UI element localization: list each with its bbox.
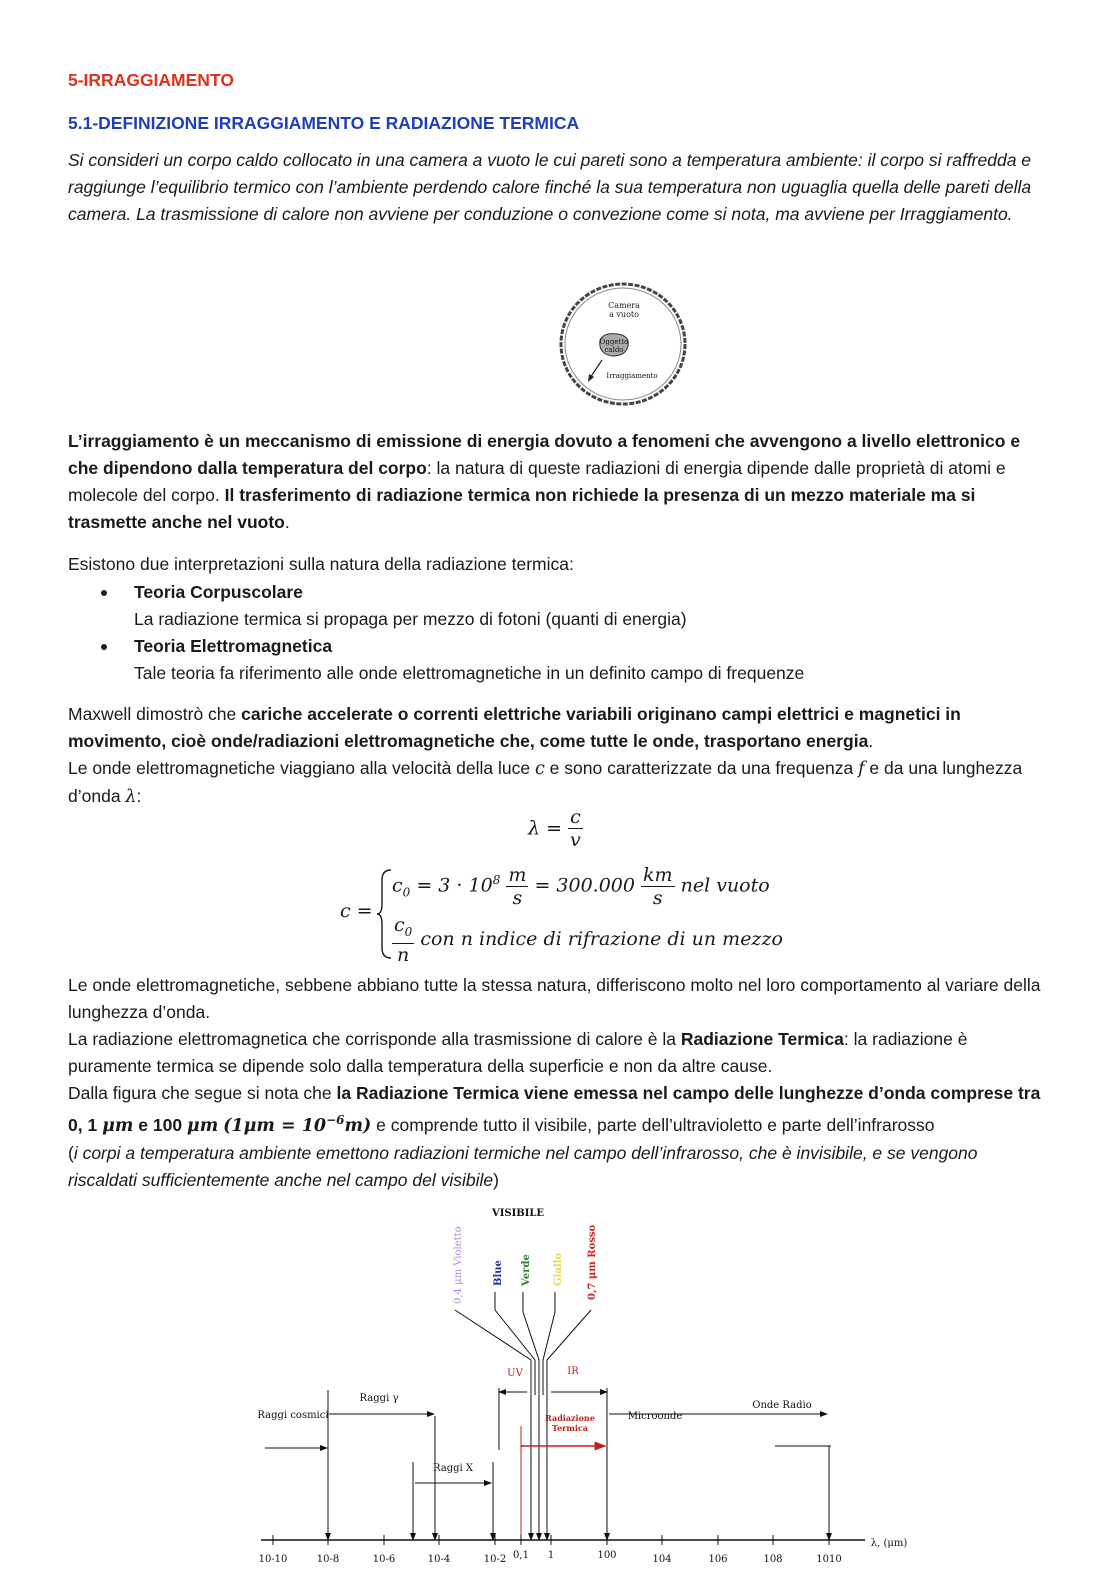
close-paren: ) bbox=[493, 1169, 499, 1190]
eq2-line-2 bbox=[392, 914, 783, 966]
frac-n: n bbox=[397, 943, 410, 966]
uv-label: UV bbox=[507, 1368, 523, 1379]
range-bold-1: la Radiazione Termica viene emessa nel campo delle lunghezze d’onda comprese tra 0, 1 bbox=[68, 1083, 1041, 1135]
eq2-value: = 3 · 10 bbox=[416, 874, 493, 897]
thermal-radiation-paragraph bbox=[68, 1026, 1043, 1080]
tick-label: 1010 bbox=[816, 1554, 842, 1565]
eq1-numerator: c bbox=[570, 806, 581, 828]
range-italic: i corpi a temperatura ambiente emettono radiazioni termiche nel campo dell’infrarosso, che è invisibile, e se vengono riscaldati sufficientemente anche nel campo del visibile bbox=[68, 1142, 978, 1190]
range-unit-2: μm bbox=[186, 1115, 219, 1136]
irraggiamento-bold-1: L’irraggiamento è un meccanismo di emissione di energia dovuto a fenomeni che avvengono a livello elettronico e che dipendono dalla temperatura del corpo bbox=[68, 431, 1021, 478]
rosso-label: 0,7 μm Rosso bbox=[587, 1224, 598, 1300]
theory-title: Teoria Corpuscolare bbox=[134, 582, 303, 602]
oggetto-label: Oggetto bbox=[599, 338, 629, 346]
gamma-label: Raggi γ bbox=[359, 1393, 399, 1404]
tick-label: 10-6 bbox=[372, 1554, 396, 1565]
tick-label: 108 bbox=[763, 1554, 783, 1565]
theory-title: Teoria Elettromagnetica bbox=[134, 636, 333, 656]
irraggiamento-text-2: . bbox=[284, 512, 290, 532]
frac-m: m bbox=[508, 864, 527, 886]
giallo-label: Giallo bbox=[553, 1252, 564, 1286]
eq1-lhs: λ = bbox=[528, 817, 563, 840]
microonde-label: Microonde bbox=[627, 1411, 683, 1422]
tick-label: 104 bbox=[652, 1554, 672, 1565]
tick-label: 106 bbox=[708, 1554, 728, 1565]
vuoto-label: a vuoto bbox=[609, 310, 639, 319]
intro-paragraph: Si consideri un corpo caldo collocato in una camera a vuoto le cui pareti sono a temperatura ambiente: il corpo si raffredda e raggiunge l’equilibrio termico con l’ambiente perdendo calore finché la sua temperatura non uguaglia quella delle pareti della camera. La trasmissione di calore non avviene per conduzione o convezione come si nota, ma avviene per Irraggiamento. bbox=[68, 150, 1032, 224]
range-paragraph bbox=[68, 1080, 1043, 1194]
eq2-frac-kms bbox=[641, 864, 675, 909]
tick-label: 10-4 bbox=[427, 1554, 451, 1565]
micron-unit: m) bbox=[344, 1115, 372, 1136]
bullet-icon bbox=[101, 590, 107, 596]
frequency-text: e sono caratterizzate da una frequenza bbox=[544, 758, 859, 778]
interpretations-intro: Esistono due interpretazioni sulla natura della radiazione termica: bbox=[68, 554, 574, 574]
math-lambda: λ bbox=[125, 787, 137, 807]
maxwell-bold: cariche accelerate o correnti elettriche variabili originano campi elettrici e magnetici in movimento, cioè onde/radiazioni elettromagnetiche che, come tutte le onde, trasportano energia bbox=[68, 704, 961, 751]
indice-rifrazione: con n indice di rifrazione di un mezzo bbox=[420, 927, 783, 950]
range-text-2: e comprende tutto il visibile, parte dell’ultravioletto e parte dell’infrarosso bbox=[371, 1114, 935, 1135]
caldo-label: caldo bbox=[604, 346, 624, 354]
speed-equation bbox=[340, 864, 860, 964]
theory-description: La radiazione termica si propaga per mezzo di fotoni (quanti di energia) bbox=[134, 609, 687, 629]
verde-label: Verde bbox=[521, 1254, 532, 1286]
eq2-frac-ms bbox=[506, 864, 528, 909]
tick-label: 1 bbox=[547, 1550, 555, 1561]
cosmici-label: Raggi cosmici bbox=[257, 1410, 329, 1421]
tick-label: 10-2 bbox=[483, 1554, 507, 1565]
radiazione-label: Radiazione bbox=[545, 1413, 595, 1423]
tick-label: 100 bbox=[597, 1550, 617, 1561]
tick-label: 10-10 bbox=[258, 1554, 288, 1565]
brace-icon bbox=[376, 868, 392, 960]
frac-c0-sub: 0 bbox=[404, 924, 413, 939]
frac-s-2: s bbox=[652, 887, 663, 909]
nel-vuoto: nel vuoto bbox=[680, 874, 770, 897]
micron-definition: (1μm = 10 bbox=[223, 1115, 327, 1136]
bullet-icon bbox=[101, 644, 107, 650]
chapter-heading: 5-IRRAGGIAMENTO bbox=[68, 70, 234, 90]
wavelength-text: e da una lunghezza d’onda bbox=[68, 758, 1023, 806]
behaviour-paragraph: Le onde elettromagnetiche, sebbene abbiano tutte la stessa natura, differiscono molto nel loro comportamento al variare della lunghezza d’onda. bbox=[68, 975, 1041, 1022]
tick-label: 10-8 bbox=[316, 1554, 340, 1565]
ir-label: IR bbox=[567, 1366, 579, 1377]
camera-label: Camera bbox=[608, 301, 640, 310]
blue-label: Blue bbox=[493, 1260, 504, 1286]
theory-description: Tale teoria fa riferimento alle onde elettromagnetiche in un definito campo di frequenze bbox=[134, 663, 805, 683]
eq2-lhs: c = bbox=[340, 900, 373, 922]
thermal-text-2: : la radiazione è puramente termica se dipende solo dalla temperatura della superficie e non da altre cause. bbox=[68, 1029, 968, 1076]
micron-exponent: −6 bbox=[326, 1113, 345, 1127]
termica-label: Termica bbox=[552, 1423, 588, 1433]
spectrum-figure bbox=[255, 1200, 915, 1570]
irraggiamento-label: Irraggiamento bbox=[606, 372, 658, 380]
violetto-label: 0,4 μm Violetto bbox=[453, 1226, 464, 1304]
open-paren: ( bbox=[68, 1142, 74, 1163]
frac-km: km bbox=[643, 864, 673, 886]
frac-c0: c bbox=[394, 914, 405, 936]
frac-s: s bbox=[512, 887, 523, 909]
lambda-equation bbox=[528, 806, 583, 851]
range-bold-2: e 100 bbox=[133, 1114, 187, 1135]
visible-funnel bbox=[455, 1292, 591, 1395]
tick-label: 0,1 bbox=[513, 1550, 529, 1561]
visibile-label: VISIBILE bbox=[491, 1208, 545, 1219]
thermal-bold: Radiazione Termica bbox=[680, 1029, 844, 1049]
range-text-1: Dalla figura che segue si nota che bbox=[68, 1083, 337, 1103]
section-heading: 5.1-DEFINIZIONE IRRAGGIAMENTO E RADIAZIONE TERMICA bbox=[68, 113, 580, 133]
range-unit-1: μm bbox=[102, 1115, 134, 1136]
eq1-denominator: v bbox=[570, 829, 581, 851]
eq2-value-2: = 300.000 bbox=[534, 874, 635, 897]
axis-label: λ, (μm) bbox=[870, 1538, 908, 1549]
thermal-text-1: La radiazione elettromagnetica che corrisponde alla trasmissione di calore è la bbox=[68, 1029, 681, 1049]
radio-label: Onde Radio bbox=[752, 1400, 812, 1411]
eq1-fraction bbox=[568, 806, 583, 851]
x-label: Raggi X bbox=[432, 1463, 474, 1474]
maxwell-paragraph bbox=[68, 701, 1043, 811]
vacuum-chamber-figure bbox=[556, 280, 691, 408]
eq2-exponent: 8 bbox=[492, 873, 501, 888]
irraggiamento-bold-2: Il trasferimento di radiazione termica non richiede la presenza di un mezzo materiale ma si trasmette anche nel vuoto bbox=[68, 485, 976, 532]
maxwell-text: Maxwell dimostrò che bbox=[68, 704, 242, 724]
c0-subscript: 0 bbox=[402, 885, 411, 900]
list-item bbox=[68, 633, 1043, 687]
math-c: c bbox=[534, 759, 545, 779]
irraggiamento-paragraph bbox=[68, 428, 1043, 536]
maxwell-text-end: . bbox=[868, 731, 874, 751]
eq2-line-1 bbox=[392, 864, 770, 909]
list-item bbox=[68, 579, 1043, 633]
c0-symbol: c bbox=[392, 874, 403, 897]
speed-text: Le onde elettromagnetiche viaggiano alla velocità della luce bbox=[68, 758, 535, 778]
irraggiamento-text-1: : la natura di queste radiazioni di energia dipende dalle proprietà di atomi e molecole del corpo. bbox=[68, 458, 1006, 505]
math-f: f bbox=[858, 759, 865, 779]
eq2-frac-c0n bbox=[392, 914, 414, 966]
colon-text: : bbox=[136, 786, 142, 806]
theories-list bbox=[68, 579, 1043, 687]
